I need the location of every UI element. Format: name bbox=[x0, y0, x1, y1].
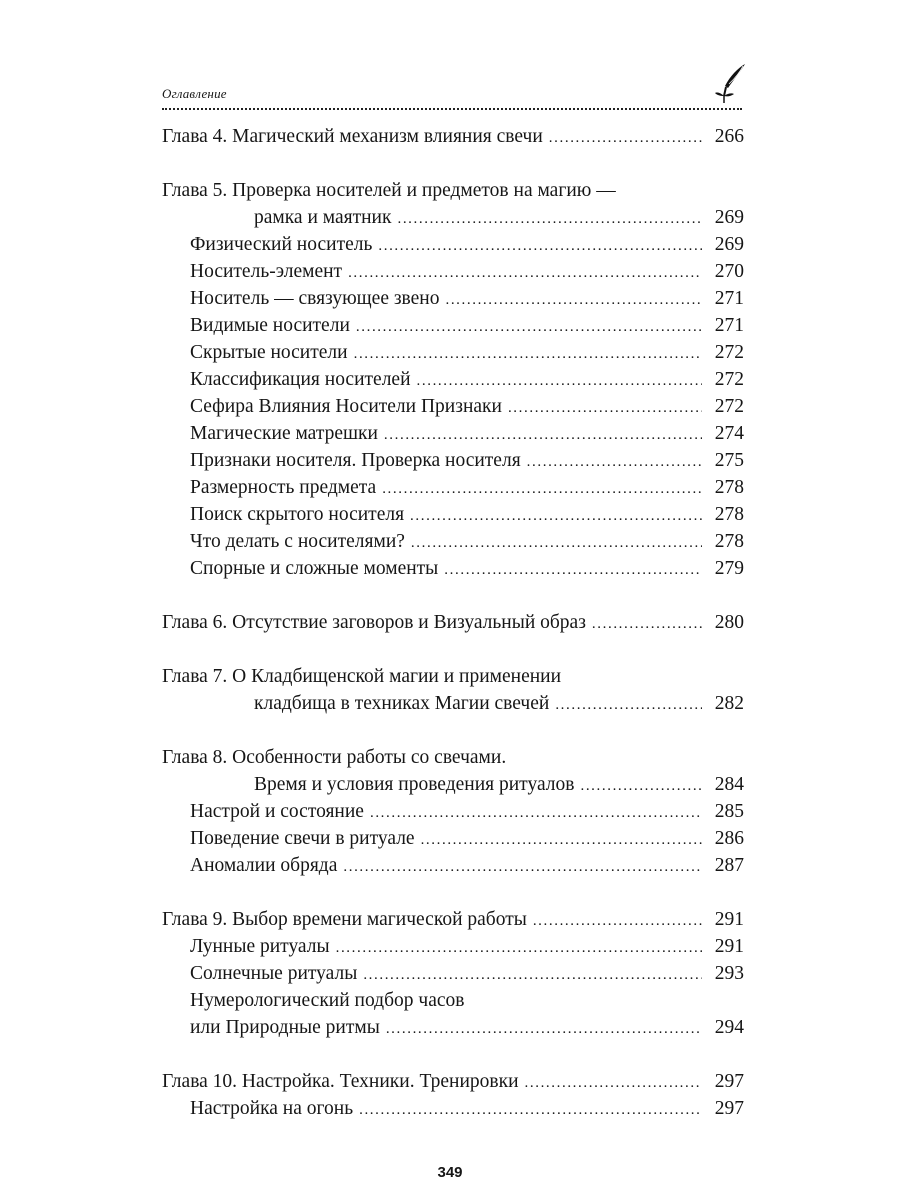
toc-entry-page: 272 bbox=[714, 396, 744, 417]
toc-entry-title: Сефира Влияния Носители Признаки bbox=[190, 396, 502, 417]
toc-entry-page: 291 bbox=[714, 936, 744, 957]
toc-entry bbox=[162, 555, 744, 582]
toc-entry-title: Признаки носителя. Проверка носителя bbox=[190, 450, 521, 471]
toc-entry bbox=[162, 123, 744, 150]
dot-leader bbox=[533, 908, 702, 935]
toc-entry bbox=[162, 609, 744, 636]
toc-entry-title: Глава 4. Магический механизм влияния свечи bbox=[162, 126, 543, 147]
toc-entry-title: Глава 8. Особенности работы со свечами. bbox=[162, 747, 507, 768]
dot-leader bbox=[592, 611, 702, 638]
dot-leader bbox=[527, 449, 702, 476]
dot-leader bbox=[549, 125, 702, 152]
toc-entry bbox=[162, 771, 744, 798]
dot-leader bbox=[580, 773, 702, 800]
feather-quill-icon bbox=[714, 62, 748, 104]
toc-entry bbox=[162, 501, 744, 528]
toc-entry-page: 297 bbox=[714, 1071, 744, 1092]
toc-entry-page: 286 bbox=[714, 828, 744, 849]
toc-entry bbox=[162, 339, 744, 366]
dot-leader bbox=[444, 557, 702, 584]
toc-entry-title: Магические матрешки bbox=[190, 423, 378, 444]
dot-leader bbox=[525, 1070, 702, 1097]
toc-entry-page: 271 bbox=[714, 315, 744, 336]
toc-entry-title: Аномалии обряда bbox=[190, 855, 338, 876]
toc-entry bbox=[162, 744, 744, 771]
toc-entry-page: 284 bbox=[714, 774, 744, 795]
toc-entry-title: Поведение свечи в ритуале bbox=[190, 828, 415, 849]
toc-entry-title: Поиск скрытого носителя bbox=[190, 504, 405, 525]
running-header-title: Оглавление bbox=[162, 86, 227, 101]
page-number: 349 bbox=[437, 1164, 463, 1181]
table-of-contents bbox=[162, 123, 744, 1122]
toc-entry-page: 297 bbox=[714, 1098, 744, 1119]
dot-leader bbox=[417, 368, 702, 395]
toc-entry bbox=[162, 285, 744, 312]
toc-entry-page: 287 bbox=[714, 855, 744, 876]
toc-entry-page: 269 bbox=[714, 234, 744, 255]
toc-entry-page: 270 bbox=[714, 261, 744, 282]
dot-leader bbox=[397, 206, 702, 233]
toc-entry-title: Носитель-элемент bbox=[190, 261, 343, 282]
header-dotted-rule bbox=[162, 108, 742, 110]
toc-entry bbox=[162, 1095, 744, 1122]
toc-entry bbox=[162, 447, 744, 474]
toc-entry bbox=[162, 1068, 744, 1095]
toc-entry-page: 269 bbox=[714, 207, 744, 228]
toc-entry-title: Глава 9. Выбор времени магической работы bbox=[162, 909, 527, 930]
toc-entry-page: 272 bbox=[714, 342, 744, 363]
toc-entry bbox=[162, 663, 744, 690]
dot-leader bbox=[348, 260, 702, 287]
toc-entry-title: кладбища в техниках Магии свечей bbox=[254, 693, 550, 714]
toc-entry-page: 275 bbox=[714, 450, 744, 471]
toc-entry-page: 278 bbox=[714, 531, 744, 552]
toc-entry-page: 280 bbox=[714, 612, 744, 633]
toc-entry-title: Классификация носителей bbox=[190, 369, 411, 390]
toc-entry-title: Физический носитель bbox=[190, 234, 373, 255]
toc-entry-title: рамка и маятник bbox=[254, 207, 392, 228]
toc-entry-title: Носитель — связующее звено bbox=[190, 288, 440, 309]
dot-leader bbox=[421, 827, 702, 854]
toc-entry bbox=[162, 933, 744, 960]
toc-entry-page: 272 bbox=[714, 369, 744, 390]
toc-entry-page: 282 bbox=[714, 693, 744, 714]
dot-leader bbox=[343, 854, 702, 881]
toc-entry bbox=[162, 393, 744, 420]
toc-entry bbox=[162, 420, 744, 447]
toc-entry-page: 274 bbox=[714, 423, 744, 444]
toc-entry-title: Глава 7. О Кладбищенской магии и применении bbox=[162, 666, 562, 687]
dot-leader bbox=[363, 962, 702, 989]
toc-entry-page: 278 bbox=[714, 504, 744, 525]
dot-leader bbox=[354, 341, 702, 368]
dot-leader bbox=[384, 422, 702, 449]
dot-leader bbox=[386, 1016, 702, 1043]
toc-entry bbox=[162, 312, 744, 339]
toc-entry bbox=[162, 987, 744, 1014]
toc-entry-title: Размерность предмета bbox=[190, 477, 377, 498]
toc-entry bbox=[162, 204, 744, 231]
toc-entry-page: 279 bbox=[714, 558, 744, 579]
toc-entry bbox=[162, 258, 744, 285]
dot-leader bbox=[356, 314, 702, 341]
dot-leader bbox=[378, 233, 702, 260]
toc-entry-page: 266 bbox=[714, 126, 744, 147]
dot-leader bbox=[411, 530, 702, 557]
toc-entry-title: Спорные и сложные моменты bbox=[190, 558, 439, 579]
dot-leader bbox=[555, 692, 702, 719]
toc-entry-title: Глава 5. Проверка носителей и предметов на магию — bbox=[162, 180, 616, 201]
toc-entry bbox=[162, 798, 744, 825]
dot-leader bbox=[508, 395, 702, 422]
dot-leader bbox=[370, 800, 702, 827]
toc-entry-title: Нумерологический подбор часов bbox=[190, 990, 465, 1011]
toc-entry bbox=[162, 1014, 744, 1041]
toc-entry bbox=[162, 231, 744, 258]
toc-entry bbox=[162, 906, 744, 933]
toc-entry bbox=[162, 690, 744, 717]
running-header bbox=[162, 80, 742, 112]
toc-entry bbox=[162, 474, 744, 501]
dot-leader bbox=[410, 503, 702, 530]
dot-leader bbox=[336, 935, 702, 962]
toc-entry-page: 294 bbox=[714, 1017, 744, 1038]
toc-entry-title: Скрытые носители bbox=[190, 342, 348, 363]
toc-entry-title: Глава 6. Отсутствие заговоров и Визуальный образ bbox=[162, 612, 586, 633]
toc-entry-page: 285 bbox=[714, 801, 744, 822]
toc-entry-title: Настрой и состояние bbox=[190, 801, 364, 822]
toc-entry bbox=[162, 177, 744, 204]
toc-entry-page: 291 bbox=[714, 909, 744, 930]
toc-entry-page: 293 bbox=[714, 963, 744, 984]
toc-entry-title: Лунные ритуалы bbox=[190, 936, 330, 957]
toc-entry bbox=[162, 852, 744, 879]
toc-entry-page: 278 bbox=[714, 477, 744, 498]
toc-entry bbox=[162, 825, 744, 852]
toc-entry-title: Видимые носители bbox=[190, 315, 350, 336]
dot-leader bbox=[359, 1097, 702, 1124]
toc-entry-page: 271 bbox=[714, 288, 744, 309]
dot-leader bbox=[445, 287, 702, 314]
dot-leader bbox=[382, 476, 702, 503]
toc-entry-title: или Природные ритмы bbox=[190, 1017, 380, 1038]
toc-entry-title: Солнечные ритуалы bbox=[190, 963, 358, 984]
toc-entry bbox=[162, 960, 744, 987]
toc-entry-title: Глава 10. Настройка. Техники. Тренировки bbox=[162, 1071, 519, 1092]
toc-entry bbox=[162, 528, 744, 555]
toc-entry-title: Что делать с носителями? bbox=[190, 531, 405, 552]
toc-entry-title: Время и условия проведения ритуалов bbox=[254, 774, 575, 795]
toc-entry-title: Настройка на огонь bbox=[190, 1098, 354, 1119]
toc-entry bbox=[162, 366, 744, 393]
